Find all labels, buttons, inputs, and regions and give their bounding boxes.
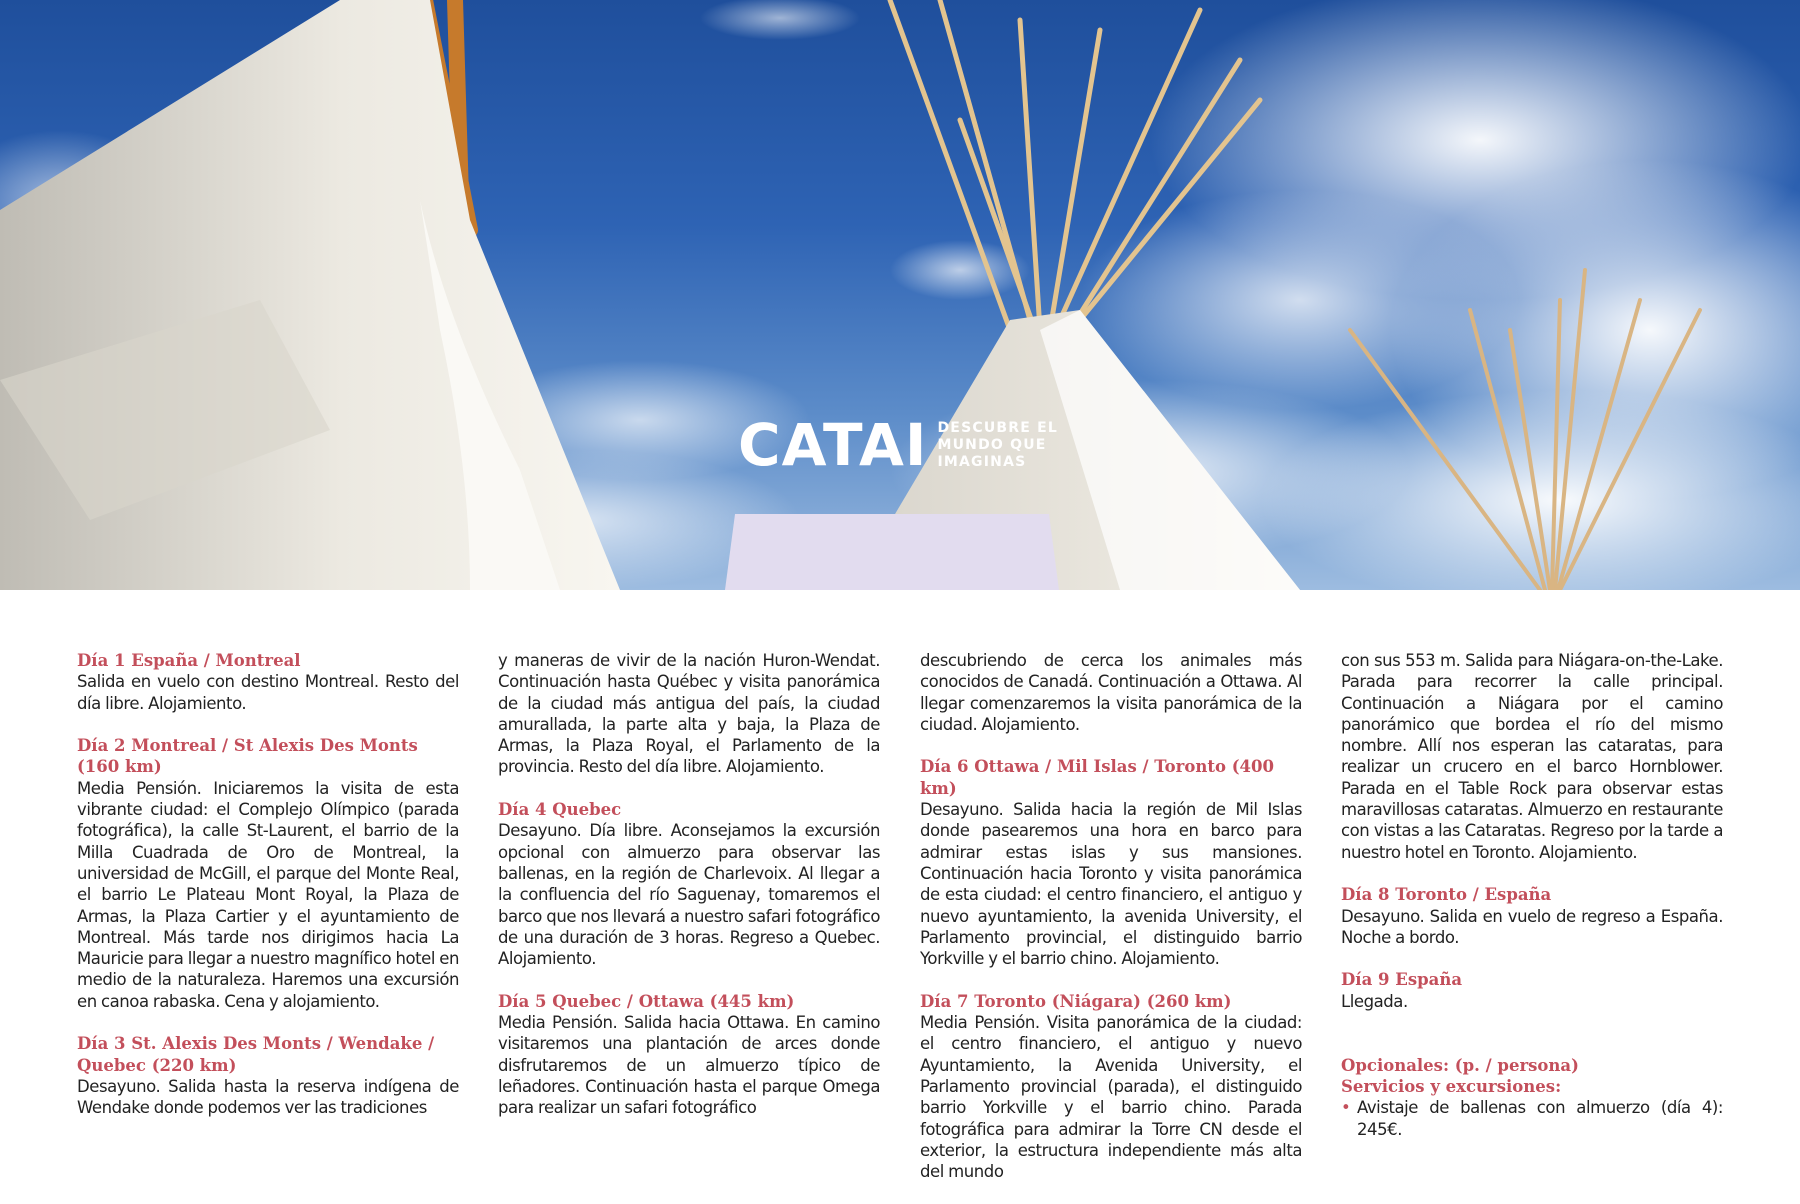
day-text: Media Pensión. Visita panorámica de la ciudad: el centro financiero, el antiguo y nuevo Ayuntamiento, la Avenida University, el Parlamento provincial (parada), el distinguido barrio Yorkville y el barrio chino. Parada fotográfica para admirar la Torre CN desde el exterior, la estructura independiente más alta del mundo [920, 1013, 1302, 1182]
column-3 [920, 650, 1302, 1204]
column-1 [77, 650, 459, 1140]
lavender-tab [725, 514, 1059, 590]
day-title: Día 3 St. Alexis Des Monts / Wendake / Quebec (220 km) [77, 1034, 435, 1075]
column-2 [498, 650, 880, 1140]
optional-item [1341, 1097, 1723, 1140]
continued-text: descubriendo de cerca los animales más conocidos de Canadá. Continuación a Ottawa. Al llegar comenzaremos la visita panorámica de la ciudad. Alojamiento. [920, 651, 1302, 734]
optionals-subtitle: Servicios y excursiones: [1341, 1076, 1562, 1096]
optional-item-text: Avistaje de ballenas con almuerzo (día 4): 245€. [1357, 1098, 1723, 1139]
day-title: Día 4 Quebec [498, 800, 622, 820]
optionals-list [1341, 1097, 1723, 1140]
day-title: Día 2 Montreal / St Alexis Des Monts (160 km) [77, 736, 418, 777]
day-text: Desayuno. Salida hacia la región de Mil Islas donde pasearemos una hora en barco para admirar estas islas y sus mansiones. Continuación hacia Toronto y visita panorámica de esta ciudad: el centro financiero, el antiguo y nuevo ayuntamiento, la avenida University, el Parlamento provincial, el distinguido barrio Yorkville y el barrio chino. Alojamiento. [920, 800, 1302, 969]
brand-logo [738, 412, 1058, 478]
day-title: Día 7 Toronto (Niágara) (260 km) [920, 991, 1232, 1011]
teepees-scene [0, 0, 1800, 590]
day-text: Llegada. [1341, 991, 1408, 1011]
optionals-title: Opcionales: (p. / persona) [1341, 1055, 1579, 1075]
tagline-line: MUNDO QUE [937, 436, 1047, 453]
itinerary-columns [77, 650, 1727, 1182]
day-text: Desayuno. Salida en vuelo de regreso a España. Noche a bordo. [1341, 906, 1723, 947]
tagline-line: IMAGINAS [937, 453, 1027, 470]
day-title: Día 5 Quebec / Ottawa (445 km) [498, 991, 795, 1011]
day-text: Desayuno. Día libre. Aconsejamos la excursión opcional con almuerzo para observar las ballenas, en la región de Charlevoix. Al llegar a la confluencia del río Saguenay, tomaremos el barco que nos llevará a nuestro safari fotográfico de una duración de 3 horas. Regreso a Quebec. Alojamiento. [498, 821, 880, 969]
day-text: Media Pensión. Iniciaremos la visita de esta vibrante ciudad: el Complejo Olímpico (parada fotográfica), la calle St-Laurent, el barrio de la Milla Cuadrada de Oro de Montreal, la universidad de McGill, el parque del Monte Real, el barrio Le Plateau Mont Royal, la Plaza de Armas, la Plaza Cartier y el ayuntamiento de Montreal. Más tarde nos dirigimos hacia La Mauricie para llegar a nuestro magnífico hotel en medio de la naturaleza. Haremos una excursión en canoa rabaska. Cena y alojamiento. [77, 778, 459, 1011]
day-text: Salida en vuelo con destino Montreal. Resto del día libre. Alojamiento. [77, 672, 459, 713]
day-text: Media Pensión. Salida hacia Ottawa. En camino visitaremos una plantación de arces donde disfrutaremos de un almuerzo típico de leñadores. Continuación hasta el parque Omega para realizar un safari fotográfico [498, 1013, 880, 1118]
bullet-icon: • [1341, 1098, 1351, 1118]
day-text: Desayuno. Salida hasta la reserva indígena de Wendake donde podemos ver las tradiciones [77, 1076, 459, 1118]
tagline-line: DESCUBRE EL [937, 419, 1058, 436]
brand-name: CATAI [738, 411, 928, 479]
column-4 [1341, 650, 1723, 1140]
continued-text: y maneras de vivir de la nación Huron-Wendat. Continuación hasta Québec y visita panorámica de la ciudad más antigua del país, la ciudad amurallada, la parte alta y baja, la Plaza de Armas, la Plaza Royal, el Parlamento de la provincia. Resto del día libre. Alojamiento. [498, 651, 880, 777]
continued-text: con sus 553 m. Salida para Niágara-on-the-Lake. Parada para recorrer la calle principal. Continuación a Niágara por el camino panorámico que bordea el río del mismo nombre. Allí nos esperan las cataratas, para realizar un crucero en el barco Hornblower. Parada en el Table Rock para observar estas maravillosas cataratas. Almuerzo en restaurante con vistas a las Cataratas. Regreso por la tarde a nuestro hotel en Toronto. Alojamiento. [1341, 651, 1723, 862]
brand-tagline [937, 420, 1057, 471]
day-title: Día 9 España [1341, 970, 1463, 990]
day-title: Día 6 Ottawa / Mil Islas / Toronto (400 km) [920, 757, 1274, 798]
day-title: Día 8 Toronto / España [1341, 885, 1552, 905]
hero-photo [0, 0, 1800, 590]
day-title: Día 1 España / Montreal [77, 651, 301, 670]
